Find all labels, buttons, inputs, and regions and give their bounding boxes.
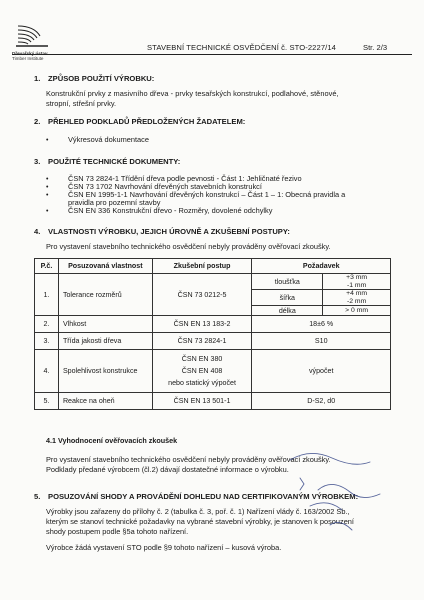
section-5-line: kterým se stanoví technické požadavky na vybrané stavební výrobky, je stanoven k posouzení (46, 517, 354, 527)
document-title: STAVEBNÍ TECHNICKÉ OSVĚDČENÍ č. STO-2227/14 (147, 43, 336, 52)
logo-text (12, 51, 48, 61)
row-subvalue (323, 290, 391, 306)
section-4-intro: Pro vystavení stavebního technického osvědčení nebyly prováděny ověřovací zkoušky. (46, 242, 331, 251)
value-lower: -2 mm (346, 297, 367, 305)
method-line: ČSN EN 380 (181, 355, 223, 364)
table-header: Požadavek (252, 259, 391, 274)
method-line: ČSN EN 408 (181, 367, 223, 376)
table-row (35, 274, 391, 290)
section-5-number: 5. (34, 492, 41, 501)
section-1-title: ZPŮSOB POUŽITÍ VÝROBKU: (48, 74, 155, 83)
row-number: 3. (35, 333, 59, 350)
handwritten-signature (270, 440, 400, 550)
row-property: Třída jakosti dřeva (58, 333, 152, 350)
section-5-title: POSUZOVÁNÍ SHODY A PROVÁDĚNÍ DOHLEDU NAD CERTIFIKOVANÝM VÝROBKEM: (48, 492, 359, 501)
section-3-list (46, 175, 391, 215)
section-3-number: 3. (34, 157, 41, 166)
subsection-4-1-title: 4.1 Vyhodnocení ověřovacích zkoušek (46, 436, 178, 445)
row-method: ČSN EN 13 501-1 (152, 393, 252, 410)
value-lower: -1 mm (346, 281, 367, 289)
section-5-line: shody postupem podle §5a tohoto nařízení. (46, 527, 189, 537)
bullet-icon: • (46, 208, 49, 215)
row-sublabel: délka (252, 306, 323, 316)
section-1-number: 1. (34, 74, 41, 83)
table-row (35, 333, 391, 350)
section-3-item: ČSN EN 336 Konstrukční dřevo - Rozměry, dovolené odchylky (68, 206, 273, 215)
row-requirement: S10 (252, 333, 391, 350)
table-header: Posuzovaná vlastnost (58, 259, 152, 274)
section-2-item: Výkresová dokumentace (68, 135, 149, 144)
row-requirement: 18±6 % (252, 316, 391, 333)
row-number: 1. (35, 274, 59, 316)
row-method: ČSN EN 13 183-2 (152, 316, 252, 333)
row-property: Tolerance rozměrů (58, 274, 152, 316)
section-5-line: Výrobce žádá vystavení STO podle §9 tohoto nařízení – kusová výroba. (46, 543, 282, 552)
bullet-icon: • (46, 184, 49, 191)
section-2-title: PŘEHLED PODKLADŮ PŘEDLOŽENÝCH ŽADATELEM: (48, 117, 246, 126)
table-row (35, 350, 391, 393)
row-property: Spolehlivost konstrukce (58, 350, 152, 393)
section-5-line: Výrobky jsou zařazeny do přílohy č. 2 (tabulka č. 3, poř. č. 1) Nařízení vlády č. 163/2002 Sb., (46, 507, 350, 516)
row-subvalue (323, 274, 391, 290)
eval-line: Podklady předané výrobcem (čl.2) dávají dostatečné informace o výrobku. (46, 465, 289, 475)
section-3-item: ČSN EN 1995-1-1 Navrhování dřevěných konstrukcí – Část 1 – 1: Obecná pravidla a (68, 190, 346, 199)
section-2-number: 2. (34, 117, 41, 126)
value-upper: +4 mm (346, 290, 368, 298)
section-1-line: Konstrukční prvky z masivního dřeva - prvky tesařských konstrukcí, podlahové, stěnové, (46, 89, 339, 98)
value-upper: +3 mm (346, 274, 368, 281)
row-method: ČSN 73 2824-1 (152, 333, 252, 350)
row-requirement: D-S2, d0 (252, 393, 391, 410)
table-header: P.č. (35, 259, 59, 274)
table-header: Zkušební postup (152, 259, 252, 274)
bullet-icon: • (46, 137, 49, 144)
table-row (35, 316, 391, 333)
row-sublabel: tloušťka (252, 274, 323, 290)
row-sublabel: šířka (252, 290, 323, 306)
row-number: 2. (35, 316, 59, 333)
section-3-item: ČSN 73 2824-1 Třídění dřeva podle pevnosti - Část 1: Jehličnaté řezivo (68, 174, 302, 183)
section-3-item: ČSN 73 1702 Navrhování dřevěných stavebních konstrukcí (68, 182, 262, 191)
section-2-bullet (46, 136, 48, 145)
section-3-title: POUŽITÉ TECHNICKÉ DOKUMENTY: (48, 157, 181, 166)
section-3-item: pravidla pro pozemní stavby (68, 198, 161, 207)
row-number: 5. (35, 393, 59, 410)
table-row (35, 393, 391, 410)
bullet-icon: • (46, 192, 49, 199)
section-4-number: 4. (34, 227, 41, 236)
header-divider (12, 54, 412, 55)
row-number: 4. (35, 350, 59, 393)
row-subvalue: > 0 mm (323, 306, 391, 316)
logo-text-line2: Timber Institute (12, 56, 44, 61)
properties-table (34, 258, 391, 410)
row-method: ČSN 73 0212-5 (152, 274, 252, 316)
section-1-line: stropní, střešní prvky. (46, 99, 117, 109)
row-property: Reakce na oheň (58, 393, 152, 410)
table-header-row (35, 259, 391, 274)
row-requirement: výpočet (252, 350, 391, 393)
eval-line: Pro vystavení stavebního technického osvědčení nebyly prováděny ověřovací zkoušky. (46, 455, 331, 464)
row-method (152, 350, 252, 393)
logo-text-line1: Dřevařský ústav (12, 51, 48, 56)
timber-institute-logo (14, 22, 50, 52)
bullet-icon: • (46, 176, 49, 183)
row-property: Vlhkost (58, 316, 152, 333)
method-line: nebo statický výpočet (168, 379, 236, 388)
section-1-text (46, 89, 391, 109)
section-4-title: VLASTNOSTI VÝROBKU, JEJICH ÚROVNĚ A ZKUŠEBNÍ POSTUPY: (48, 227, 290, 236)
page-number: Str. 2/3 (363, 43, 388, 52)
